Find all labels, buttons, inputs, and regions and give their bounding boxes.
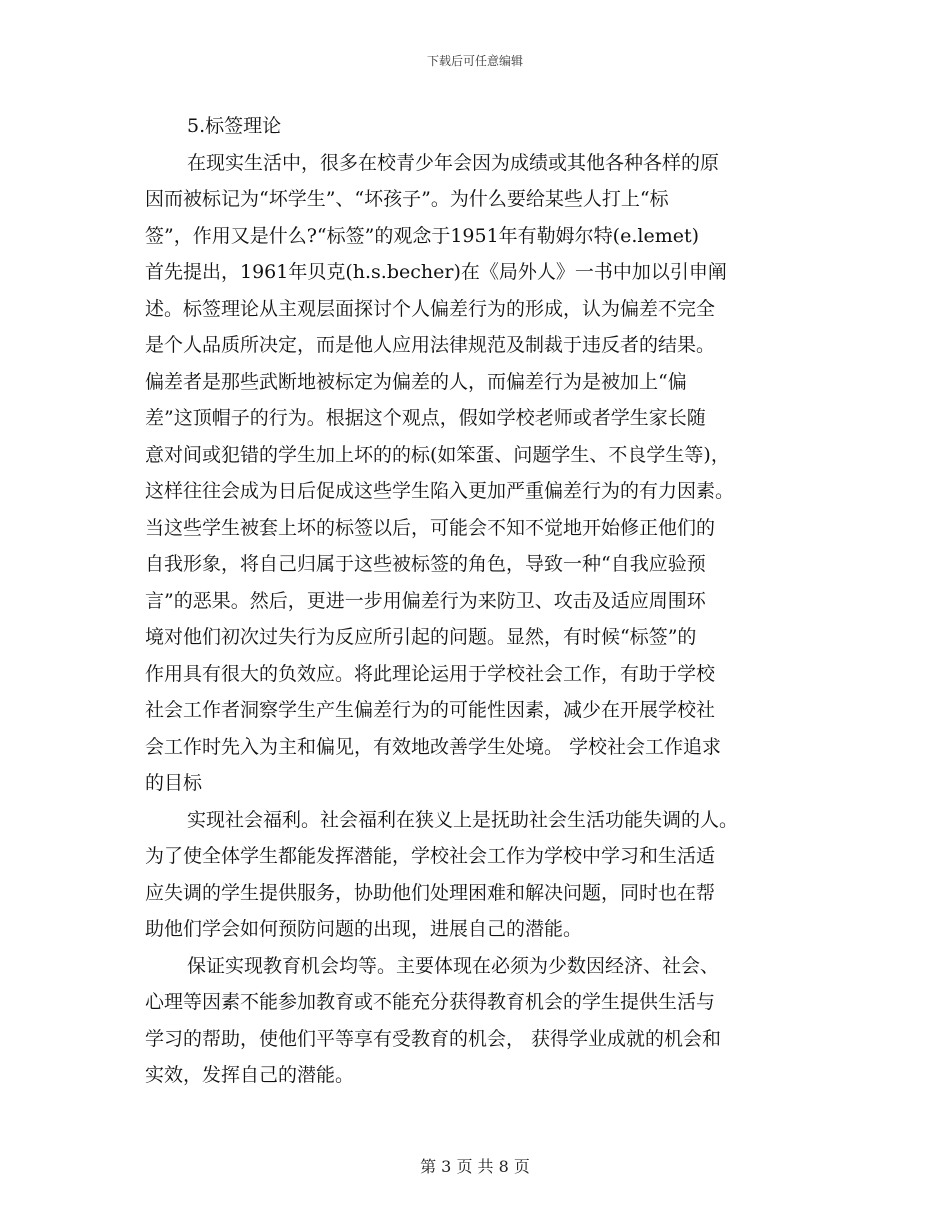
body-line: 偏差者是那些武断地被标定为偏差的人，而偏差行为是被加上“偏 bbox=[145, 370, 687, 393]
body-line: 学习的帮助，使他们平等享有受教育的机会， 获得学业成就的机会和 bbox=[145, 1027, 722, 1050]
body-line: 境对他们初次过失行为反应所引起的问题。显然，有时候“标签”的 bbox=[145, 626, 697, 648]
body-line: 差”这顶帽子的行为。根据这个观点，假如学校老师或者学生家长随 bbox=[145, 407, 706, 429]
body-line: 实现社会福利。社会福利在狭义上是抚助社会生活功能失调的人。 bbox=[187, 808, 739, 831]
body-line: 社会工作者洞察学生产生偏差行为的可能性因素，减少在开展学校社 bbox=[145, 699, 716, 721]
body-line: 的目标 bbox=[145, 772, 203, 794]
body-line: 是个人品质所决定，而是他人应用法律规范及制裁于违反者的结果。 bbox=[145, 334, 716, 356]
body-line: 意对间或犯错的学生加上坏的的标(如笨蛋、问题学生、不良学生等)， bbox=[145, 443, 730, 466]
body-line: 言”的恶果。然后，更进一步用偏差行为来防卫、攻击及适应周围环 bbox=[145, 589, 706, 612]
body-line: 助他们学会如何预防问题的出现，进展自己的潜能。 bbox=[145, 918, 583, 940]
body-line: 这样往往会成为日后促成这些学生陷入更加严重偏差行为的有力因素。 bbox=[145, 480, 735, 502]
page-number-footer: 第 3 页 共 8 页 bbox=[420, 1157, 530, 1176]
body-line: 当这些学生被套上坏的标签以后，可能会不知不觉地开始修正他们的 bbox=[145, 516, 716, 539]
body-line: 心理等因素不能参加教育或不能充分获得教育机会的学生提供生活与 bbox=[145, 991, 716, 1013]
body-line: 实效，发挥自己的潜能。 bbox=[145, 1064, 355, 1086]
body-line: 述。标签理论从主观层面探讨个人偏差行为的形成，认为偏差不完全 bbox=[145, 297, 716, 320]
body-line: 作用具有很大的负效应。将此理论运用于学校社会工作，有助于学校 bbox=[145, 662, 716, 685]
page-header: 下载后可任意编辑 bbox=[426, 54, 523, 68]
body-line: 签”，作用又是什么?“标签”的观念于1951年有勒姆尔特(e.lemet) bbox=[145, 224, 700, 247]
body-line: 应失调的学生提供服务，协助他们处理困难和解决问题，同时也在帮 bbox=[145, 881, 716, 904]
body-line: 5.标签理论 bbox=[187, 115, 282, 137]
body-line: 为了使全体学生都能发挥潜能，学校社会工作为学校中学习和生活适 bbox=[145, 845, 716, 867]
body-line: 自我形象，将自己归属于这些被标签的角色，导致一种“自我应验预 bbox=[145, 553, 706, 575]
body-line: 会工作时先入为主和偏见，有效地改善学生处境。 学校社会工作追求 bbox=[145, 735, 722, 758]
body-line: 保证实现教育机会均等。主要体现在必须为少数因经济、社会、 bbox=[187, 954, 720, 977]
body-line: 首先提出，1961年贝克(h.s.becher)在《局外人》一书中加以引申阐 bbox=[145, 261, 727, 283]
body-line: 因而被标记为“坏学生”、“坏孩子”。为什么要给某些人打上“标 bbox=[145, 188, 669, 210]
body-line: 在现实生活中，很多在校青少年会因为成绩或其他各种各样的原 bbox=[187, 151, 720, 174]
document-body bbox=[145, 108, 805, 1094]
